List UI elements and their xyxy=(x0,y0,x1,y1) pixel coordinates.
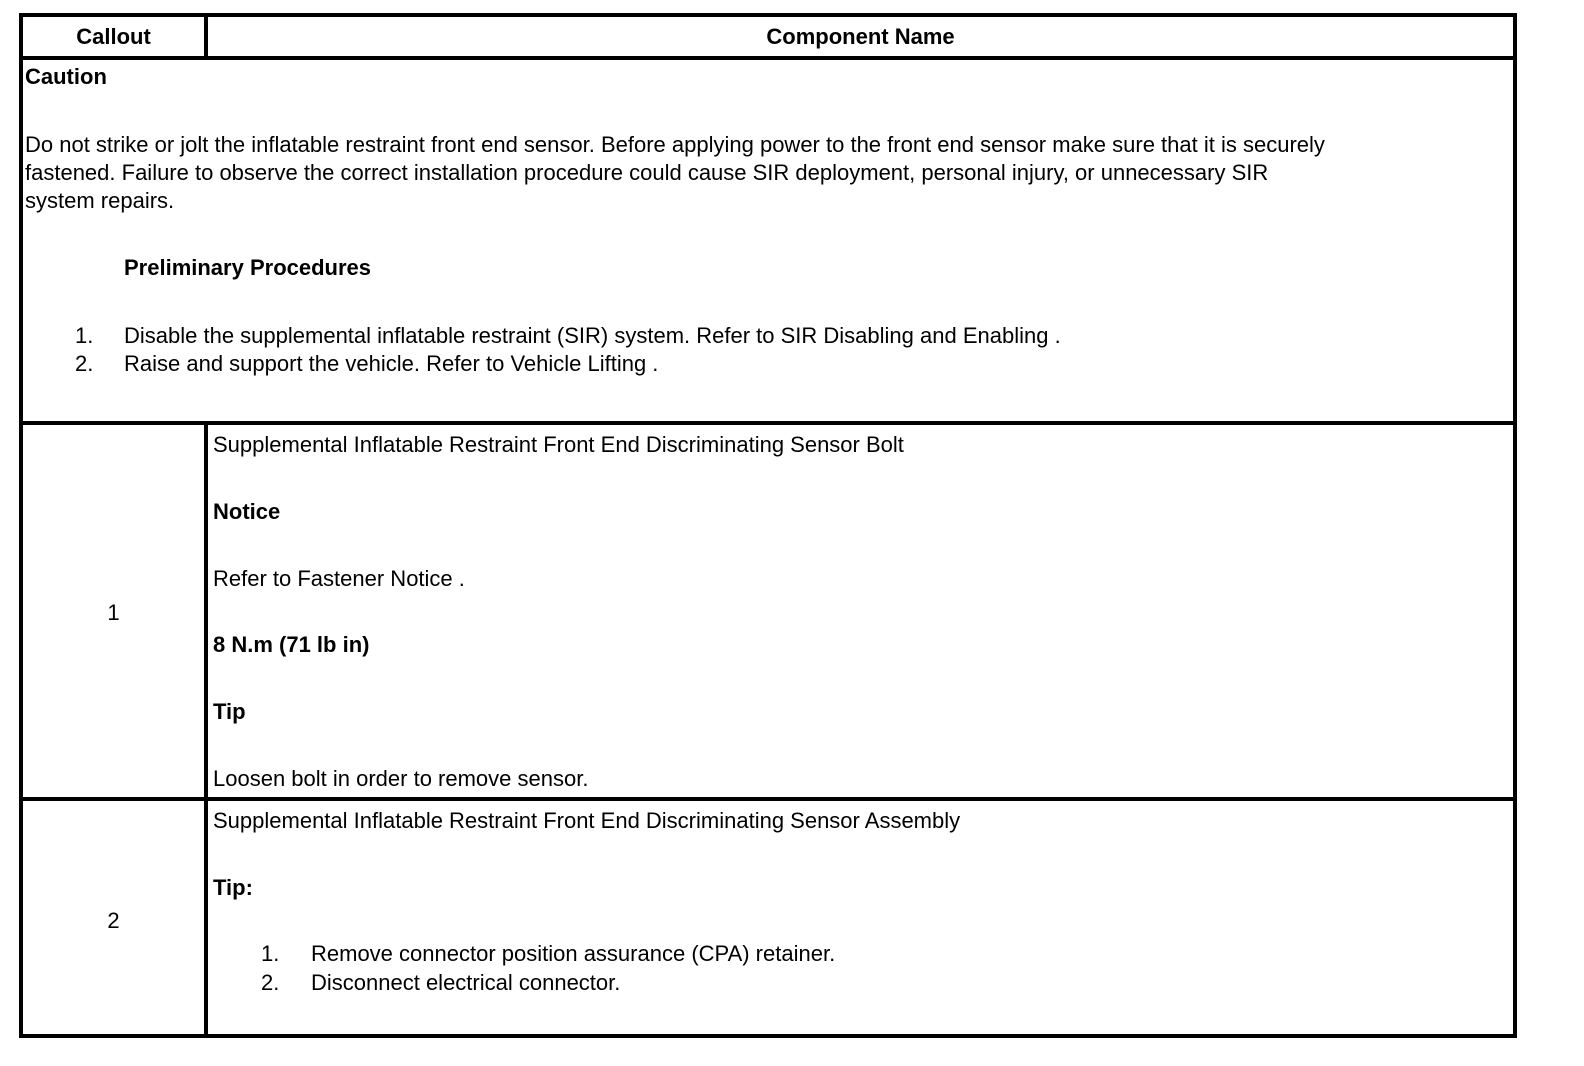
tip-step-text: Disconnect electrical connector. xyxy=(311,970,621,995)
tip-title: Tip: xyxy=(213,875,253,900)
callout-cell xyxy=(23,425,208,797)
caution-text-line-1: Do not strike or jolt the inflatable restraint front end sensor. Before applying power to the front end sensor make sure that it is securely xyxy=(25,132,1325,157)
preliminary-step-text: Raise and support the vehicle. Refer to Vehicle Lifting . xyxy=(124,351,659,376)
caution-text-line-3: system repairs. xyxy=(25,188,175,213)
tip-title: Tip xyxy=(213,699,246,724)
component-name-header: Component Name xyxy=(766,24,955,49)
callout-header: Callout xyxy=(23,17,208,56)
preliminary-step-text: Disable the supplemental inflatable restraint (SIR) system. Refer to SIR Disabling and Enabling . xyxy=(124,323,1061,348)
table-row xyxy=(23,801,1513,1034)
component-name: Supplemental Inflatable Restraint Front End Discriminating Sensor Bolt xyxy=(213,432,904,457)
tip-step-text: Remove connector position assurance (CPA) retainer. xyxy=(311,941,836,966)
table-header xyxy=(23,17,1513,60)
notice-title: Notice xyxy=(213,499,281,524)
preliminary-step-number: 1. xyxy=(75,323,94,348)
preliminary-step-number: 2. xyxy=(75,351,94,376)
tip-text: Loosen bolt in order to remove sensor. xyxy=(213,766,589,791)
component-table xyxy=(19,13,1517,1038)
table-row xyxy=(23,425,1513,801)
component-name: Supplemental Inflatable Restraint Front End Discriminating Sensor Assembly xyxy=(213,808,961,833)
caution-section xyxy=(23,60,1513,425)
callout-number: 1 xyxy=(107,600,120,625)
callout-number: 2 xyxy=(107,908,120,933)
torque-spec: 8 N.m (71 lb in) xyxy=(213,632,370,657)
preliminary-procedures-title: Preliminary Procedures xyxy=(124,255,372,280)
notice-text: Refer to Fastener Notice . xyxy=(213,566,465,591)
tip-step-number: 1. xyxy=(261,941,280,966)
tip-step-number: 2. xyxy=(261,970,280,995)
caution-title: Caution xyxy=(25,64,107,89)
callout-cell xyxy=(23,801,208,1034)
caution-text-line-2: fastened. Failure to observe the correct installation procedure could cause SIR deployment, personal injury, or unnecessary SIR xyxy=(25,160,1269,185)
